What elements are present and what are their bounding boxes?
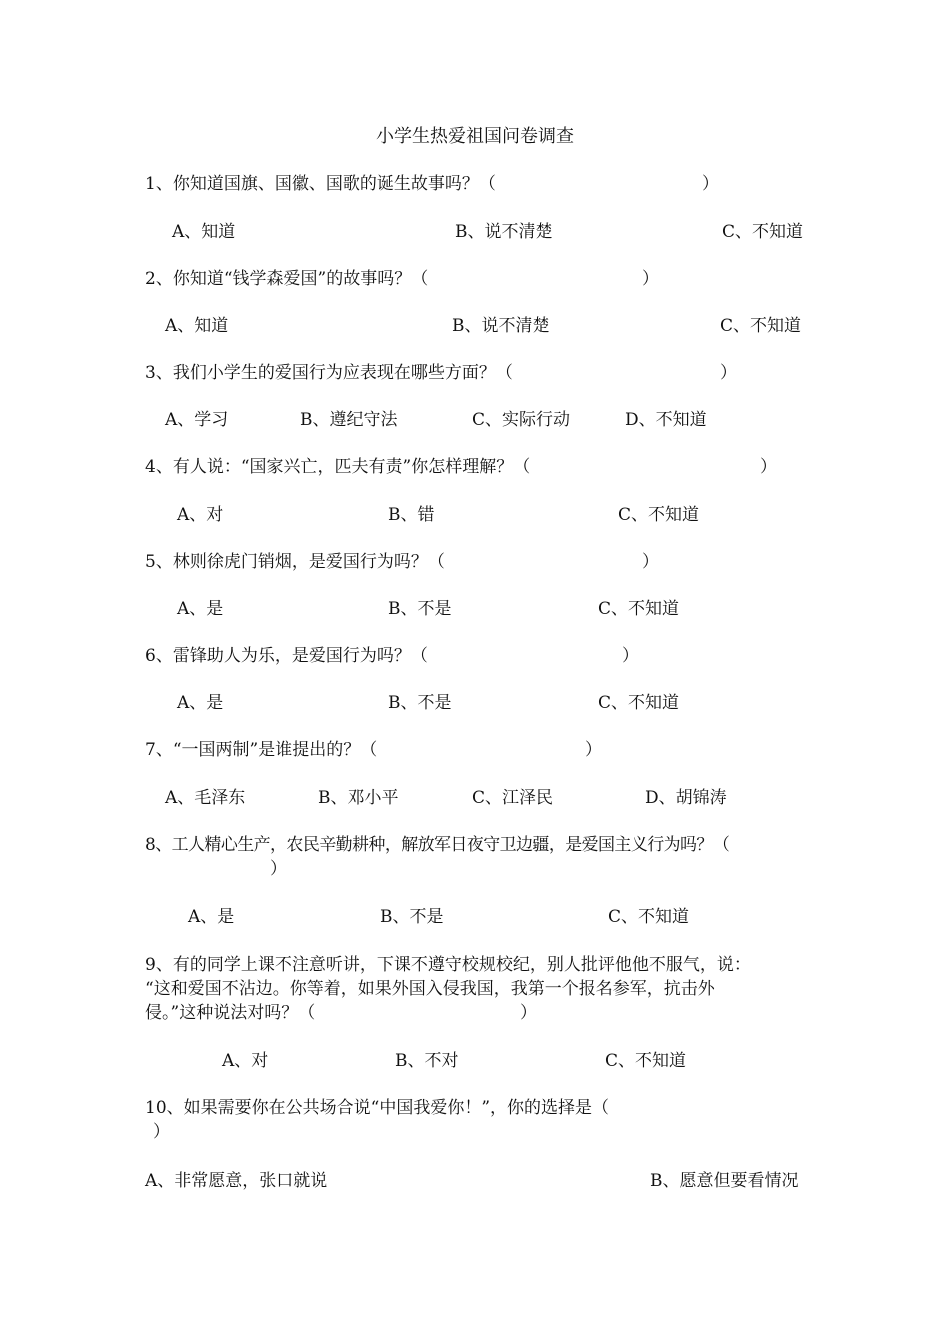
question-3-option-c[interactable]: C、实际行动	[472, 410, 571, 430]
question-7-option-c[interactable]: C、江泽民	[472, 788, 554, 808]
question-2-option-a[interactable]: A、知道	[165, 316, 229, 336]
question-5-text: 5、林则徐虎门销烟，是爱国行为吗？（	[145, 552, 445, 572]
question-2-answer-close: ）	[642, 269, 659, 289]
question-4-option-c[interactable]: C、不知道	[618, 505, 700, 525]
question-5-option-a[interactable]: A、是	[177, 599, 224, 619]
question-9-text-line2: “这和爱国不沾边。你等着，如果外国入侵我国，我第一个报名参军，抗击外	[145, 979, 715, 999]
question-7-answer-close: ）	[585, 740, 602, 760]
question-7-option-d[interactable]: D、胡锦涛	[645, 788, 727, 808]
question-5-option-b[interactable]: B、不是	[388, 599, 452, 619]
question-9-option-b[interactable]: B、不对	[395, 1051, 459, 1071]
question-3-text: 3、我们小学生的爱国行为应表现在哪些方面？（	[145, 363, 513, 383]
question-4-option-b[interactable]: B、错	[388, 505, 435, 525]
question-6-option-b[interactable]: B、不是	[388, 693, 452, 713]
question-1-option-a[interactable]: A、知道	[172, 222, 236, 242]
question-9-answer-close: ）	[520, 1003, 537, 1023]
question-6-answer-close: ）	[622, 646, 639, 666]
question-2-text: 2、你知道“钱学森爱国”的故事吗？（	[145, 269, 429, 289]
question-1-answer-close: ）	[702, 174, 719, 194]
question-6-option-a[interactable]: A、是	[177, 693, 224, 713]
question-6-option-c[interactable]: C、不知道	[598, 693, 680, 713]
question-6-text: 6、雷锋助人为乐，是爱国行为吗？（	[145, 646, 428, 666]
page-title: 小学生热爱祖国问卷调查	[376, 126, 574, 147]
question-7-option-b[interactable]: B、邓小平	[318, 788, 399, 808]
question-9-option-c[interactable]: C、不知道	[605, 1051, 687, 1071]
question-4-option-a[interactable]: A、对	[177, 505, 224, 525]
question-8-option-b[interactable]: B、不是	[380, 907, 444, 927]
question-10-answer-close: ）	[153, 1122, 170, 1142]
question-1-text: 1、你知道国旗、国徽、国歌的诞生故事吗？（	[145, 174, 496, 194]
question-2-option-c[interactable]: C、不知道	[720, 316, 802, 336]
question-1-option-b[interactable]: B、说不清楚	[455, 222, 553, 242]
question-8-option-c[interactable]: C、不知道	[608, 907, 690, 927]
question-4-text: 4、有人说：“国家兴亡，匹夫有责”你怎样理解？（	[145, 457, 531, 477]
question-5-answer-close: ）	[642, 552, 659, 572]
question-1-option-c[interactable]: C、不知道	[722, 222, 804, 242]
question-8-text: 8、工人精心生产，农民辛勤耕种，解放军日夜守卫边疆，是爱国主义行为吗？（	[145, 835, 730, 855]
question-7-text: 7、“一国两制”是谁提出的？（	[145, 740, 378, 760]
question-8-option-a[interactable]: A、是	[188, 907, 235, 927]
question-3-option-d[interactable]: D、不知道	[625, 410, 707, 430]
question-9-text-line3: 侵。”这种说法对吗？（	[145, 1003, 316, 1023]
question-3-option-b[interactable]: B、遵纪守法	[300, 410, 398, 430]
question-3-option-a[interactable]: A、学习	[165, 410, 229, 430]
question-2-option-b[interactable]: B、说不清楚	[452, 316, 550, 336]
question-10-option-b[interactable]: B、愿意但要看情况	[650, 1171, 799, 1191]
question-5-option-c[interactable]: C、不知道	[598, 599, 680, 619]
question-8-answer-close: ）	[270, 859, 287, 879]
question-10-text: 10、如果需要你在公共场合说“中国我爱你！”，你的选择是（	[145, 1098, 610, 1118]
question-9-option-a[interactable]: A、对	[222, 1051, 269, 1071]
question-10-option-a[interactable]: A、非常愿意，张口就说	[145, 1171, 328, 1191]
question-4-answer-close: ）	[760, 457, 777, 477]
question-9-text-line1: 9、有的同学上课不注意听讲，下课不遵守校规校纪，别人批评他他不服气，说：	[145, 955, 751, 975]
question-7-option-a[interactable]: A、毛泽东	[165, 788, 246, 808]
question-3-answer-close: ）	[720, 363, 737, 383]
